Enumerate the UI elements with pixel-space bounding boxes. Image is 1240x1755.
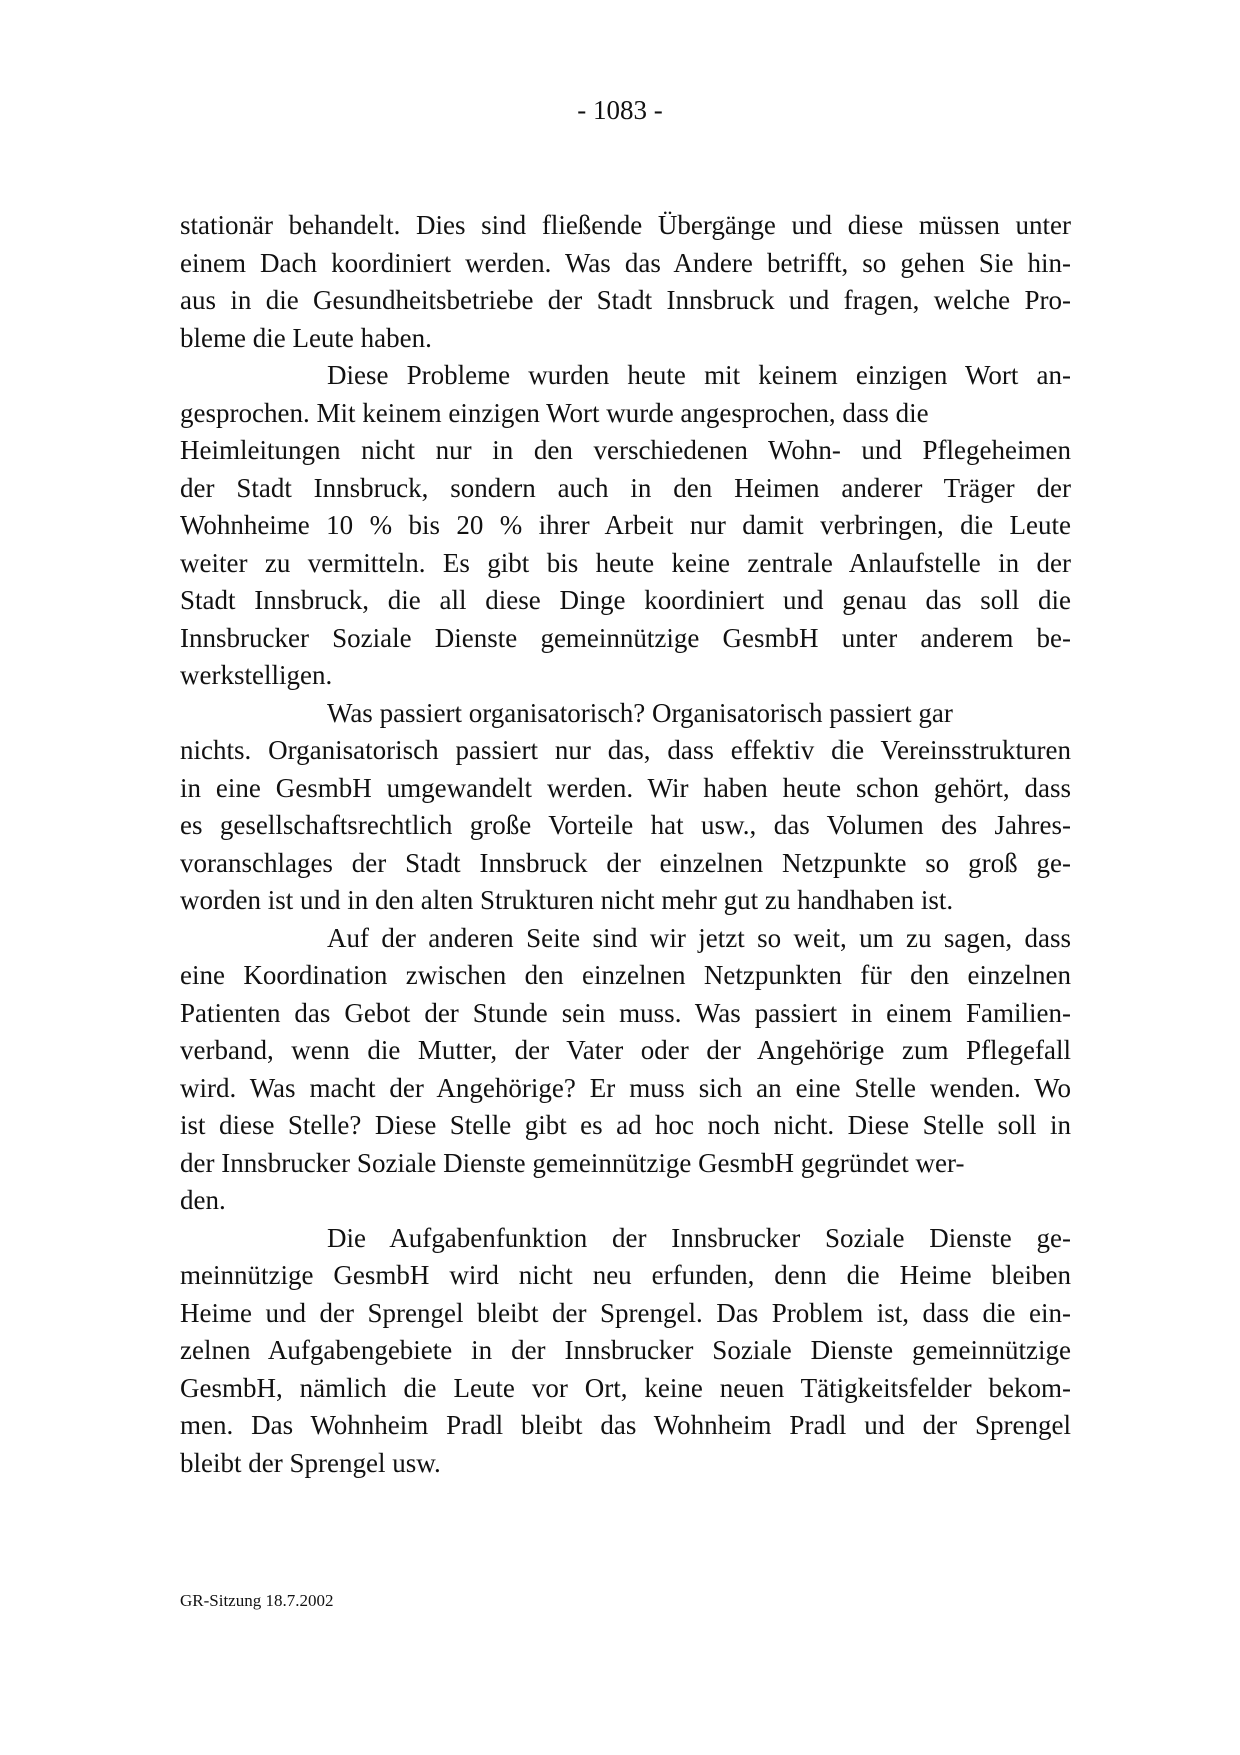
text-line: werkstelligen.: [180, 660, 333, 690]
text-line: Wohnheime 10 % bis 20 % ihrer Arbeit nur damit verbringen, die Leute: [180, 510, 1071, 540]
text-line: Was passiert organisatorisch? Organisatorisch passiert gar: [327, 697, 953, 728]
text-line: der Innsbrucker Soziale Dienste gemeinnützige GesmbH gegründet wer-: [180, 1147, 965, 1178]
text-line: den.: [180, 1185, 226, 1215]
text-line: voranschlages der Stadt Innsbruck der einzelnen Netzpunkte so groß ge-: [180, 847, 1071, 878]
text-line: gesprochen. Mit keinem einzigen Wort wurde angesprochen, dass die: [180, 397, 929, 428]
page-number: - 1083 -: [577, 95, 663, 125]
text-line: wird. Was macht der Angehörige? Er muss sich an eine Stelle wenden. Wo: [180, 1072, 1071, 1103]
text-line: verband, wenn die Mutter, der Vater oder der Angehörige zum Pflegefall: [180, 1035, 1071, 1065]
text-line: es gesellschaftsrechtlich große Vorteile hat usw., das Volumen des Jahres-: [180, 810, 1071, 840]
text-line: eine Koordination zwischen den einzelnen Netzpunkten für den einzelnen: [180, 960, 1071, 990]
text-line: zelnen Aufgabengebiete in der Innsbrucker Soziale Dienste gemeinnützige: [180, 1335, 1071, 1365]
text-line: ist diese Stelle? Diese Stelle gibt es ad hoc noch nicht. Diese Stelle soll in: [180, 1110, 1071, 1140]
text-line: worden ist und in den alten Strukturen nicht mehr gut zu handhaben ist.: [180, 885, 954, 915]
text-line: Stadt Innsbruck, die all diese Dinge koordiniert und genau das soll die: [180, 585, 1071, 615]
text-line: Heimleitungen nicht nur in den verschiedenen Wohn- und Pflegeheimen: [180, 435, 1071, 465]
text-line: einem Dach koordiniert werden. Was das Andere betrifft, so gehen Sie hin-: [180, 247, 1071, 278]
text-line: Heime und der Sprengel bleibt der Sprengel. Das Problem ist, dass die ein-: [180, 1297, 1071, 1328]
text-line: Patienten das Gebot der Stunde sein muss. Was passiert in einem Familien-: [180, 997, 1071, 1028]
text-line: nichts. Organisatorisch passiert nur das, dass effektiv die Vereinsstrukturen: [180, 735, 1071, 765]
text-line: bleibt der Sprengel usw.: [180, 1447, 441, 1478]
text-line: GesmbH, nämlich die Leute vor Ort, keine neuen Tätigkeitsfelder bekom-: [180, 1372, 1071, 1403]
text-line: Innsbrucker Soziale Dienste gemeinnützige GesmbH unter anderem be-: [180, 622, 1071, 653]
text-line: men. Das Wohnheim Pradl bleibt das Wohnheim Pradl und der Sprengel: [180, 1410, 1071, 1440]
text-line: der Stadt Innsbruck, sondern auch in den Heimen anderer Träger der: [180, 472, 1071, 503]
text-line: aus in die Gesundheitsbetriebe der Stadt Innsbruck und fragen, welche Pro-: [180, 285, 1071, 315]
text-line: Auf der anderen Seite sind wir jetzt so weit, um zu sagen, dass: [327, 922, 1071, 953]
text-line: weiter zu vermitteln. Es gibt bis heute keine zentrale Anlaufstelle in der: [180, 547, 1071, 578]
text-line: meinnützige GesmbH wird nicht neu erfunden, denn die Heime bleiben: [180, 1260, 1071, 1290]
text-line: stationär behandelt. Dies sind fließende Übergänge und diese müssen unter: [180, 210, 1071, 240]
page-footer: GR-Sitzung 18.7.2002: [180, 1591, 334, 1610]
text-line: Die Aufgabenfunktion der Innsbrucker Soziale Dienste ge-: [327, 1222, 1071, 1253]
text-line: in eine GesmbH umgewandelt werden. Wir haben heute schon gehört, dass: [180, 772, 1071, 803]
text-line: Diese Probleme wurden heute mit keinem einzigen Wort an-: [327, 360, 1071, 390]
document-body: [180, 207, 1071, 1482]
text-line: bleme die Leute haben.: [180, 322, 432, 353]
